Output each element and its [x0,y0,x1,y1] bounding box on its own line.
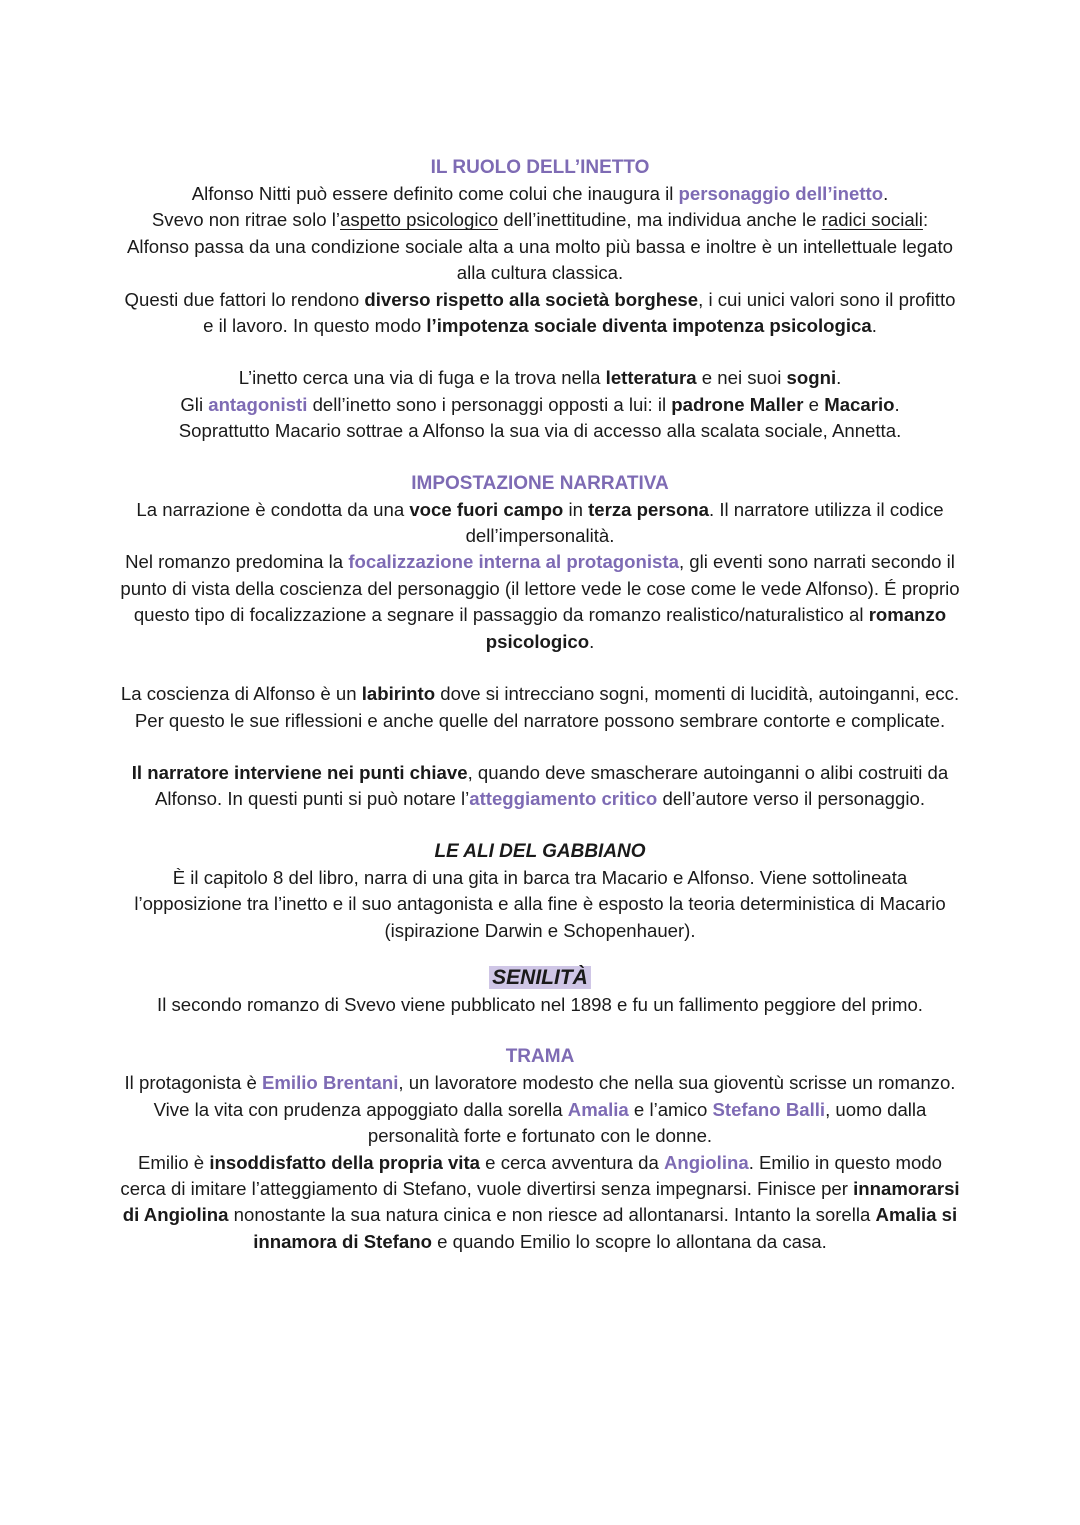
bold-text: innamorarsi di Angiolina [122,1177,960,1226]
bold-text: l’impotenza sociale diventa impotenza psicologica [426,315,872,337]
text: e quando Emilio lo scopre lo allontana da casa. [431,1230,827,1252]
bold-text: diverso rispetto alla società borghese [364,288,699,310]
bold-text: voce fuori campo [409,498,564,520]
text: , un lavoratore modesto che nella sua gioventù scrisse un romanzo. Vive la vita con prudenza appoggiato dalla sorella [153,1072,956,1120]
highlight-text: Emilio Brentani [262,1072,399,1094]
underlined-text: radici sociali [821,209,923,231]
highlight-text: Amalia [567,1098,629,1120]
paragraph: È il capitolo 8 del libro, narra di una gita in barca tra Macario e Alfonso. Viene sottolineata l’opposizione tra l’inetto e il suo antagonista e alla fine è esposto la teoria deterministica di Macario (ispirazione Darwin e Schopenhauer). [134,866,946,941]
text: Questi due fattori lo rendono [124,288,365,310]
text: e [803,393,825,415]
text: . [871,315,877,337]
text: Svevo non ritrae solo l’ [151,209,340,231]
paragraph [120,365,960,391]
text: , i cui unici valori sono il profitto e il lavoro. In questo modo [203,288,956,337]
paragraph [120,549,960,655]
bold-text: labirinto [361,683,436,705]
text: nonostante la sua natura cinica e non riesce ad allontanarsi. Intanto la sorella [228,1204,876,1226]
text: dell’autore verso il personaggio. [657,788,925,810]
text: in [563,498,589,520]
text: La coscienza di Alfonso è un [120,683,362,705]
text: Gli [180,393,209,415]
paragraph [120,1070,960,1149]
bold-text: Amalia si innamora di Stefano [253,1204,958,1252]
paragraph: Soprattutto Macario sottrae a Alfonso la sua via di accesso alla scalata sociale, Annetta. [178,420,902,442]
paragraph [120,287,960,340]
paragraph [120,497,960,550]
paragraph [120,760,960,813]
text: , gli eventi sono narrati secondo il punto di vista della coscienza del personaggio (il lettore vede le cose come le vede Alfonso). É proprio questo tipo di focalizzazione a segnare il passaggio da romanzo realistico/naturalistico al [120,551,960,626]
text: Nel romanzo predomina la [125,551,349,573]
text: La narrazione è condotta da una [136,498,410,520]
paragraph [120,181,960,207]
bold-text: Macario [824,393,895,415]
bold-text: insoddisfatto della propria vita [209,1151,481,1173]
text: , uomo dalla personalità forte e fortunato con le donne. [367,1098,927,1147]
paragraph [120,207,960,286]
section-title-ruolo-inetto: IL RUOLO DELL’INETTO [430,157,650,178]
text: dell’inetto sono i personaggi opposti a lui: il [307,393,672,415]
section-title-senilita [120,964,960,992]
paragraph [120,1150,960,1256]
text: . Emilio in questo modo cerca di imitare l’atteggiamento di Stefano, vuole divertirsi senza impegnarsi. Finisce per [120,1151,942,1199]
section-title-trama: TRAMA [505,1046,575,1068]
text: Alfonso Nitti può essere definito come colui che inaugura il [191,183,679,204]
text: e cerca avventura da [480,1151,664,1173]
highlight-text: atteggiamento critico [469,788,658,810]
paragraph [120,392,960,418]
highlight-text: personaggio dell’inetto [678,183,884,204]
bold-text: terza persona [588,498,709,520]
text: e l’amico [628,1098,713,1120]
text: dove si intrecciano sogni, momenti di lucidità, autoinganni, ecc. Per questo le sue riflessioni e anche quelle del narratore possono sembrare contorte e complicate. [134,683,960,731]
underlined-text: aspetto psicologico [339,209,499,231]
bold-text: sogni [786,367,837,389]
highlight-text: Angiolina [664,1151,749,1173]
text: e nei suoi [696,367,787,389]
text: . Il narratore utilizza il codice dell’impersonalità. [465,498,944,547]
highlight-text: antagonisti [208,393,308,415]
text: . [836,367,842,389]
text: Il protagonista è [124,1072,262,1094]
text: : Alfonso passa da una condizione sociale alta a una molto più bassa e inoltre è un intellettuale legato alla cultura classica. [127,209,953,284]
text: . [589,630,595,652]
text: . [894,393,900,415]
section-title-impostazione: IMPOSTAZIONE NARRATIVA [411,472,669,494]
text: dell’inettitudine, ma individua anche le [498,209,822,231]
bold-text: letteratura [605,367,697,389]
text: Emilio è [138,1151,210,1173]
paragraph: Il secondo romanzo di Svevo viene pubblicato nel 1898 e fu un fallimento peggiore del primo. [157,993,923,1015]
paragraph [120,681,960,734]
text: . [883,183,889,204]
highlight-text: focalizzazione interna al protagonista [348,551,679,573]
highlighted-title: SENILITÀ [489,966,591,989]
bold-text: romanzo psicologico [485,604,947,652]
bold-text: padrone Maller [671,393,804,415]
text: L’inetto cerca una via di fuga e la trova nella [238,367,606,389]
document-page [120,155,960,1255]
highlight-text: Stefano Balli [712,1098,826,1120]
section-title-ali-gabbiano: LE ALI DEL GABBIANO [434,840,646,862]
text: , quando deve smascherare autoinganni o alibi costruiti da Alfonso. In questi punti si può notare l’ [155,761,949,810]
bold-text: Il narratore interviene nei punti chiave [131,761,468,783]
